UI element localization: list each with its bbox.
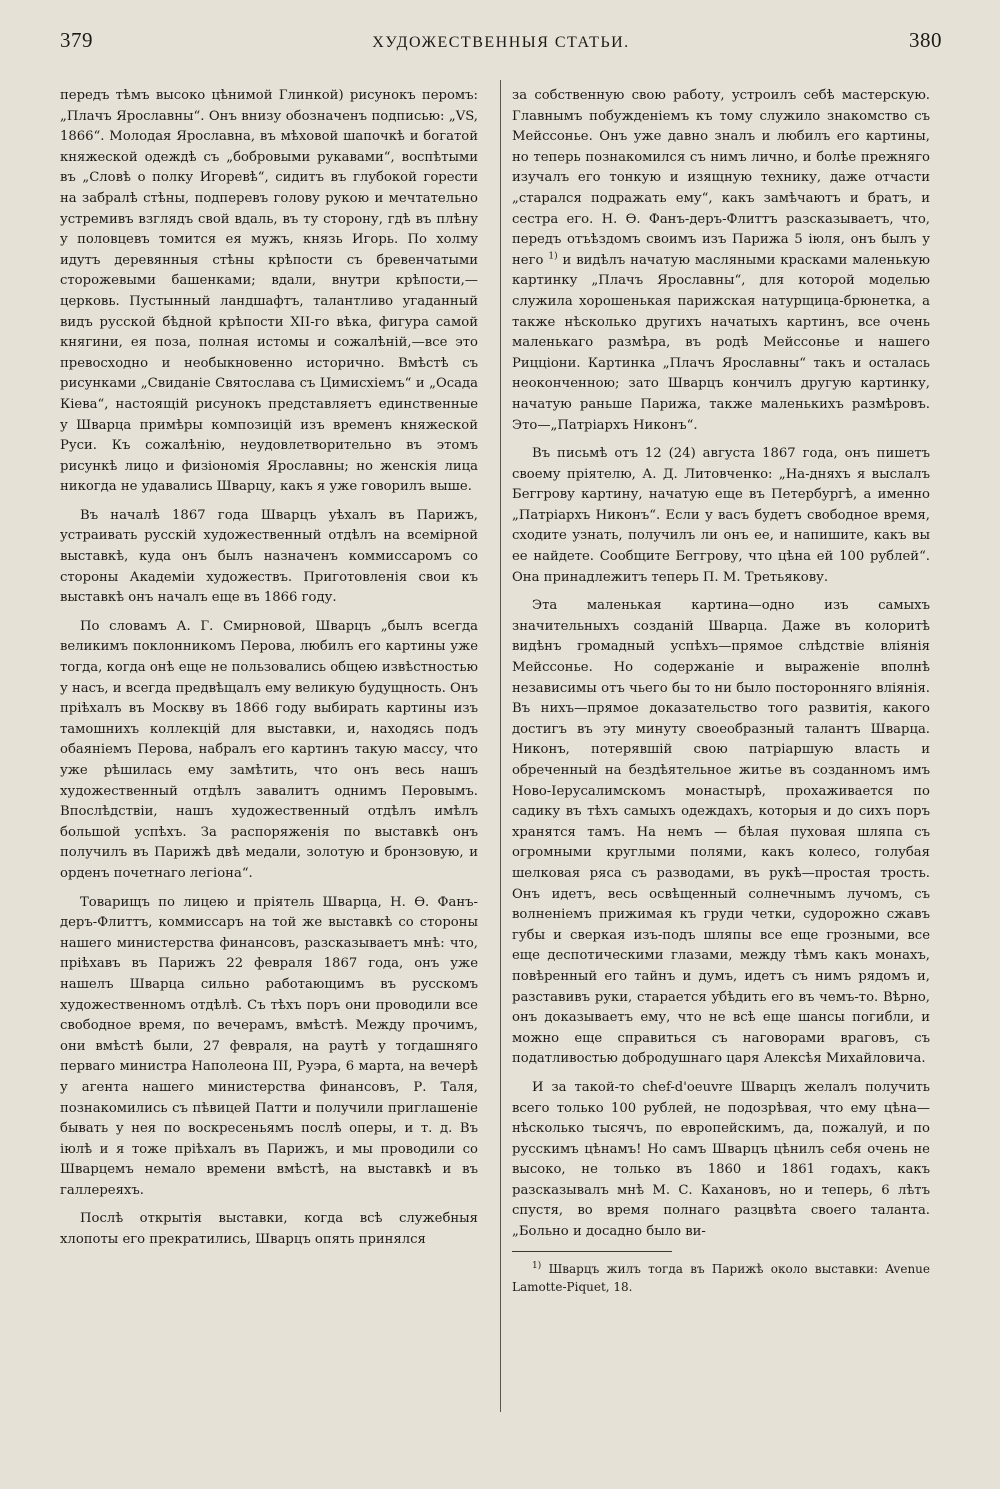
paragraph: Въ письмѣ отъ 12 (24) августа 1867 года, онъ пишетъ своему пріятелю, А. Д. Литовченко: „На-дняхъ я выслалъ Беггрову картину, начатую еще въ Петербургѣ, а именно „Патріархъ Никонъ“. Если у васъ будетъ свободное время, сходите узнать, получилъ ли онъ ее, и напишите, какъ вы ее найдете. Сообщите Беггрову, что цѣна ей 100 рублей“. Она принадлежитъ теперь П. М. Третьякову. <box>512 446 930 585</box>
footnote-mark: 1) <box>532 1260 542 1271</box>
page-header <box>60 28 942 68</box>
right-column <box>512 86 930 1296</box>
paragraph-text: за собственную свою работу, устроилъ себѣ мастерскую. Главнымъ побужденіемъ къ тому служило знакомство съ Мейссонье. Онъ уже давно зналъ и любилъ его картины, но теперь познакомился съ нимъ лично, и болѣе прежняго изучалъ его тонкую и изящную технику, даже отчасти „старался подражать ему“, какъ замѣчаютъ и братъ, и сестра его. Н. Ѳ. Фанъ-деръ-Флиттъ разсказываетъ, что, передъ отъѣздомъ своимъ изъ Парижа 5 іюля, онъ былъ у него <box>512 88 930 268</box>
column-divider <box>500 80 501 1412</box>
paragraph: Эта маленькая картина—одно изъ самыхъ значительныхъ созданій Шварца. Даже въ колоритѣ видѣнъ громадный успѣхъ—прямое слѣдствіе вліянія Мейссонье. Но содержаніе и выраженіе вполнѣ независимы отъ чьего бы то ни было посторонняго вліянія. Въ нихъ—прямое доказательство того развитія, какого достигъ въ эту минуту своеобразный талантъ Шварца. Никонъ, потерявшій свою патріаршую власть и обреченный на бездѣятельное житье въ созданномъ имъ Ново-Іерусалимскомъ монастырѣ, прохаживается по садику въ тѣхъ самыхъ одеждахъ, которыя и до сихъ поръ хранятся тамъ. На немъ — бѣлая пуховая шляпа съ огромными круглыми полями, какъ колесо, голубая шелковая ряса съ разводами, въ рукѣ—простая трость. Онъ идетъ, весь освѣщенный солнечнымъ лучомъ, съ волненіемъ прижимая къ груди четки, судорожно сжавъ губы и сверкая изъ-подъ шляпы все еще грозными, все еще деспотическими глазами, между тѣмъ какъ монахъ, повѣренный его тайнъ и думъ, идетъ съ нимъ рядомъ и, разставивъ руки, старается убѣдить его въ чемъ-то. Вѣрно, онъ доказываетъ ему, что не всѣ еще шансы погибли, и можно еще справиться съ наговорами враговъ, съ податливостью добродушнаго царя Алексѣя Михайловича. <box>512 598 930 1067</box>
footnote <box>512 1260 930 1296</box>
footnote-divider <box>512 1251 672 1252</box>
paragraph: И за такой-то chef-d'oeuvre Шварцъ желалъ получить всего только 100 рублей, не подозрѣвая, что ему цѣна—нѣсколько тысячъ, по европейскимъ, да, пожалуй, и по русскимъ цѣнамъ! Но самъ Шварцъ цѣнилъ себя очень не высоко, не только въ 1860 и 1861 годахъ, какъ разсказывалъ мнѣ М. С. Кахановъ, но и теперь, 6 лѣтъ спустя, во время полнаго разцвѣта своего таланта. „Больно и досадно было ви- <box>512 1079 930 1240</box>
paragraph: Въ началѣ 1867 года Шварцъ уѣхалъ въ Парижъ, устраивать русскій художественный отдѣлъ на всемірной выставкѣ, куда онъ былъ назначенъ коммиссаромъ со стороны Академіи художествъ. Приготовленія свои къ выставкѣ онъ началъ еще въ 1866 году. <box>60 507 478 606</box>
left-column <box>60 86 478 1259</box>
paragraph-text: и видѣлъ начатую масляными красками маленькую картинку „Плачъ Ярославны“, для которой моделью служила хорошенькая парижская натурщица-брюнетка, а также нѣсколько другихъ начатыхъ картинъ, все очень маленькаго размѣра, въ родѣ Мейссонье и нашего Рицціони. Картинка „Плачъ Ярославны“ такъ и осталась неоконченною; зато Шварцъ кончилъ другую картинку, начатую раньше Парижа, также маленькихъ размѣровъ. Это—„Патріархъ Никонъ“. <box>512 252 930 433</box>
paragraph: Послѣ открытія выставки, когда всѣ служебныя хлопоты его прекратились, Шварцъ опять принялся <box>60 1211 478 1248</box>
footnote-text: Шварцъ жилъ тогда въ Парижѣ около выставки: Avenue Lamotte-Piquet, 18. <box>512 1261 930 1294</box>
page-number-right: 380 <box>908 28 942 52</box>
page-number-left: 379 <box>60 28 93 52</box>
running-title: ХУДОЖЕСТВЕННЫЯ СТАТЬИ. <box>372 34 630 51</box>
paragraph <box>512 86 930 436</box>
paragraph: По словамъ А. Г. Смирновой, Шварцъ „былъ всегда великимъ поклонникомъ Перова, любилъ его картины уже тогда, когда онѣ еще не пользовались общею извѣстностью у насъ, и всегда предвѣщалъ ему великую будущность. Онъ пріѣхалъ въ Москву въ 1866 году выбирать картины изъ тамошнихъ коллекцій для выставки, и, находясь подъ обаяніемъ Перова, набралъ его картинъ такую массу, что уже рѣшилась ему замѣтить, что онъ весь нашъ художественный отдѣлъ завалитъ однимъ Перовымъ. Впослѣдствіи, нашъ художественный отдѣлъ имѣлъ большой успѣхъ. За распоряженія по выставкѣ онъ получилъ въ Парижѣ двѣ медали, золотую и бронзовую, и орденъ почетнаго легіона“. <box>60 618 478 881</box>
paragraph: передъ тѣмъ высоко цѣнимой Глинкой) рисунокъ перомъ: „Плачъ Ярославны“. Онъ внизу обозначенъ подписью: „VS, 1866“. Молодая Ярославна, въ мѣховой шапочкѣ и богатой княжеской одеждѣ съ „бобровыми рукавами“, воспѣтыми въ „Словѣ о полку Игоревѣ“, сидитъ въ глубокой горести на забралѣ стѣны, подперевъ голову рукою и мечтательно устремивъ взглядъ свой вдаль, въ ту сторону, гдѣ въ плѣну у половцевъ томится ея мужъ, князь Игорь. По холму идутъ деревянныя стѣны крѣпости съ бревенчатыми сторожевыми башенками; вдали, внутри крѣпости,—церковь. Пустынный ландшафтъ, талантливо угаданный видъ русской бѣдной крѣпости XII-го вѣка, фигура самой княгини, ея поза, полная истомы и сожалѣній,—все это превосходно и необыкновенно исторично. Вмѣстѣ съ рисунками „Свиданіе Святослава съ Цимисхіемъ“ и „Осада Кіева“, настоящій рисунокъ представляетъ единственные у Шварца примѣры композицій изъ временъ княжеской Руси. Къ сожалѣнію, неудовлетворительно въ этомъ рисункѣ лицо и физіономія Ярославны; но женскія лица никогда не удавались Шварцу, какъ я уже говорилъ выше. <box>60 88 478 495</box>
paragraph: Товарищъ по лицею и пріятель Шварца, Н. Ѳ. Фанъ-деръ-Флиттъ, коммиссаръ на той же выставкѣ со стороны нашего министерства финансовъ, разсказываетъ мнѣ: что, пріѣхавъ въ Парижъ 22 февраля 1867 года, онъ уже нашелъ Шварца сильно работающимъ въ русскомъ художественномъ отдѣлѣ. Съ тѣхъ поръ они проводили все свободное время, по вечерамъ, вмѣстѣ. Между прочимъ, они вмѣстѣ были, 27 февраля, на раутѣ у тогдашняго перваго министра Наполеона III, Руэра, 6 марта, на вечерѣ у агента нашего министерства финансовъ, Р. Таля, познакомились съ пѣвицей Патти и получили приглашеніе бывать у нея по воскресеньямъ послѣ оперы, и т. д. Въ іюлѣ и я тоже пріѣхалъ въ Парижъ, и мы проводили со Шварцемъ немало времени вмѣстѣ, на выставкѣ и въ галлереяхъ. <box>60 894 478 1198</box>
footnote-reference: 1) <box>548 251 558 262</box>
